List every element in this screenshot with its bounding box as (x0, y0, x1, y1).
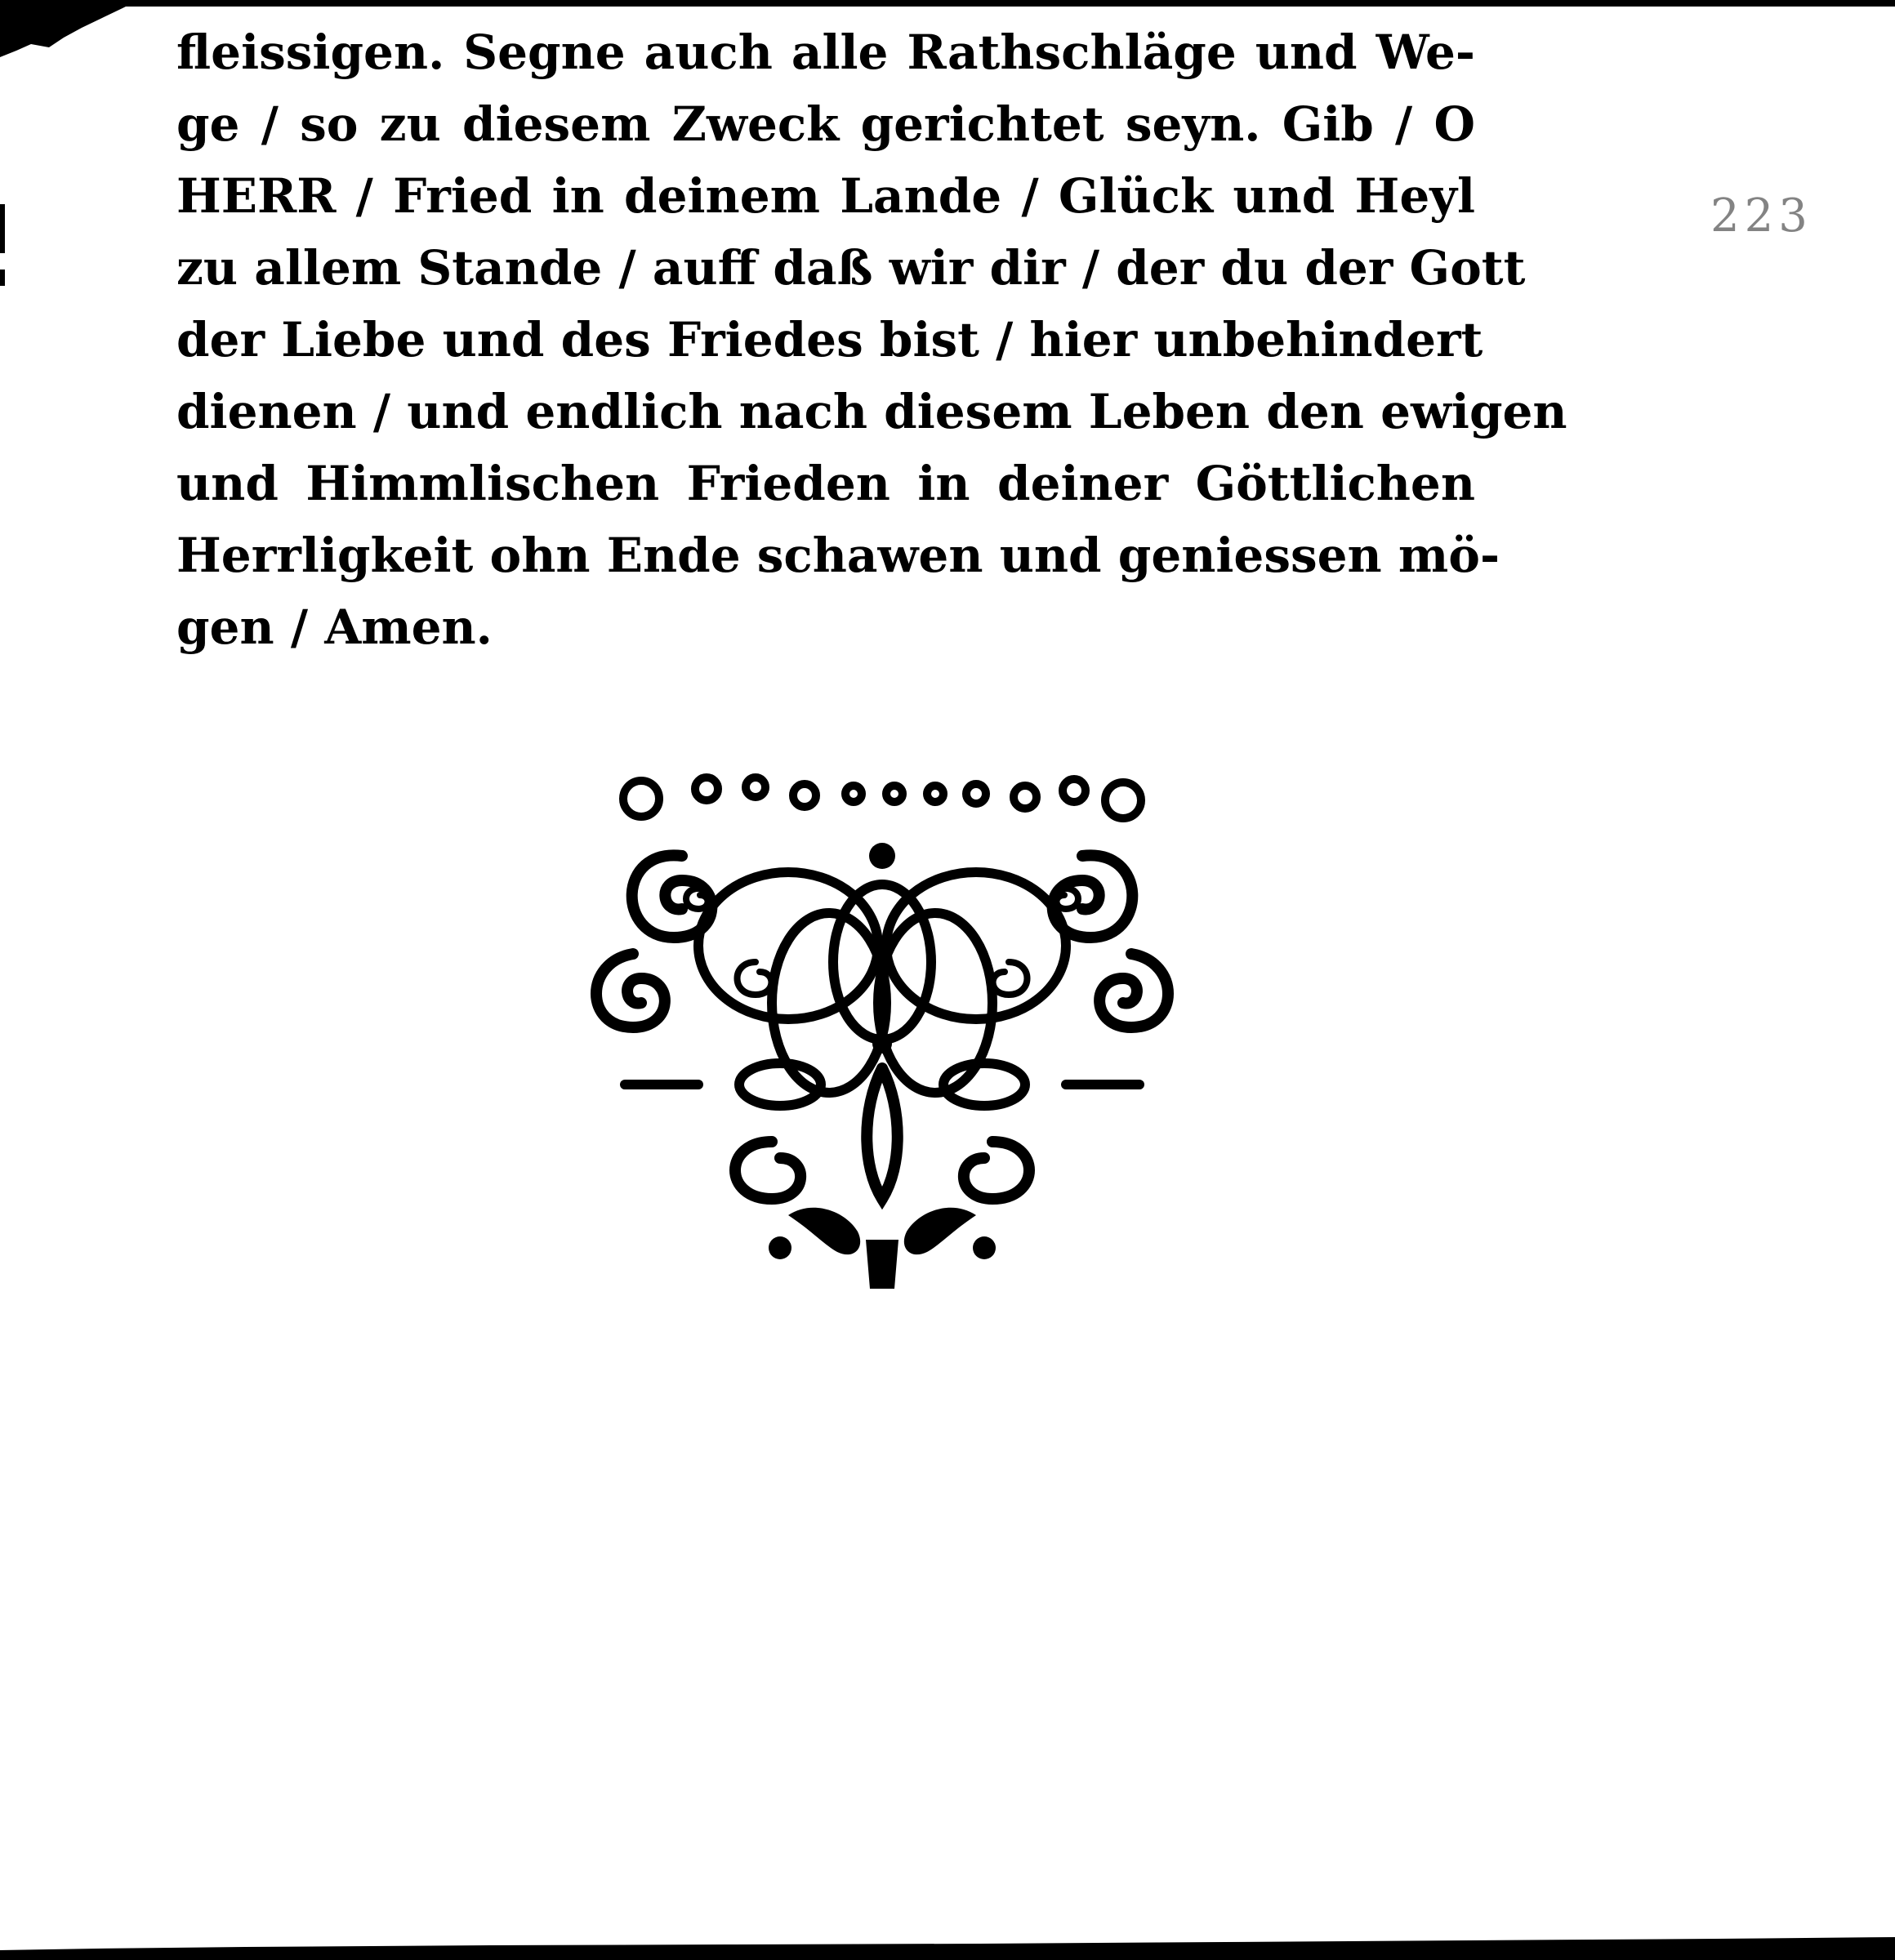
text-line: zu allem Stande / auff daß wir dir / der du der Gott (176, 240, 1526, 296)
torn-corner (0, 0, 139, 65)
left-edge-mark (0, 270, 5, 286)
tailpiece-ornament (584, 758, 1180, 1297)
page-top-edge (0, 0, 1895, 7)
text-line: gen / Amen. (176, 599, 493, 655)
text-line: ge / so zu diesem Zweck gerichtet seyn. Gib / O (176, 96, 1475, 152)
text-line: Herrligkeit ohn Ende schawen und geniessen mö- (176, 528, 1500, 583)
page-number: 223 (1710, 189, 1813, 243)
text-line: der Liebe und des Friedes bist / hier unbehindert (176, 312, 1483, 368)
text-line: dienen / und endlich nach diesem Leben den ewigen (176, 384, 1567, 439)
body-text (176, 16, 1567, 663)
page-bottom-edge (0, 1934, 1895, 1960)
left-edge-mark (0, 204, 5, 253)
text-line: HERR / Fried in deinem Lande / Glück und Heyl (176, 168, 1475, 224)
text-line: und Himmlischen Frieden in deiner Göttlichen (176, 456, 1475, 511)
text-line: fleissigen. Segne auch alle Rathschläge und We- (176, 24, 1475, 80)
